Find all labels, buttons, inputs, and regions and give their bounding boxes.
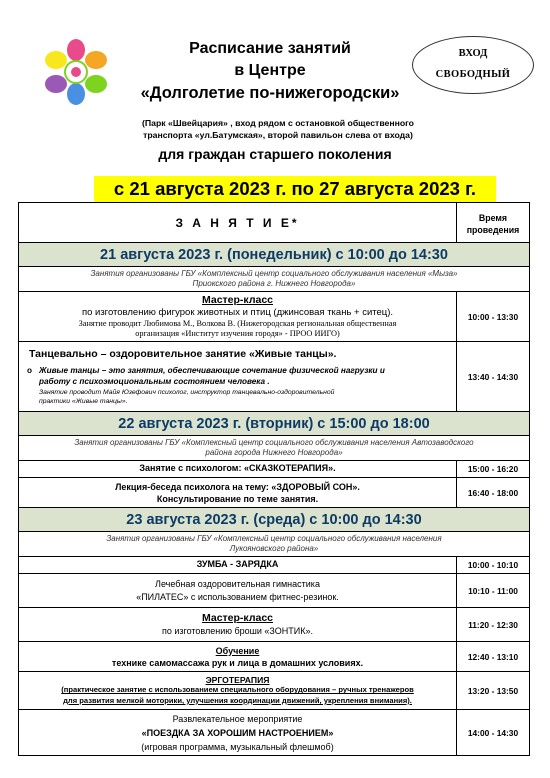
schedule-row: [19, 710, 530, 756]
activity-cell: [19, 608, 457, 642]
time-cell: 10:10 - 11:00: [457, 574, 530, 608]
audience-subtitle: для граждан старшего поколения: [158, 146, 392, 162]
time-header-line-1: Время: [478, 212, 508, 223]
table-header-row: [19, 203, 530, 243]
activity-cell: [19, 574, 457, 608]
activity-title: ЭРГОТЕРАПИЯ: [205, 674, 270, 685]
location-line-1: (Парк «Швейцария» , вход рядом с остановкой общественного: [142, 118, 414, 128]
time-cell: 11:20 - 12:30: [457, 608, 530, 642]
activity-title: Танцевально – оздоровительное занятие «Живые танцы».: [29, 348, 337, 360]
organizer-note: [19, 436, 530, 461]
activity-cell: [19, 672, 457, 710]
activity-description: (практическое занятие с использованием специального оборудования – ручных тренажеров: [61, 685, 414, 695]
activity-title: Лекция-беседа психолога на тему: «ЗДОРОВЫЙ СОН».: [115, 481, 360, 492]
organizer-note: [19, 532, 530, 557]
schedule-row: [19, 478, 530, 508]
stamp-line-1: ВХОД: [458, 48, 488, 59]
activity-title: Лечебная оздоровительная гимнастика: [155, 578, 320, 589]
activity-cell: [19, 342, 457, 412]
schedule-row: [19, 672, 530, 710]
day-heading: 23 августа 2023 г. (среда) с 10:00 до 14:30: [19, 508, 530, 532]
page-title: [120, 38, 420, 105]
organizer-line: Приокского района г. Нижнего Новгорода»: [192, 279, 356, 288]
day-heading-row: [19, 508, 530, 532]
title-line-2: в Центре: [234, 62, 306, 79]
time-header-line-2: проведения: [466, 224, 520, 235]
activity-cell: [19, 710, 457, 756]
schedule-row: [19, 557, 530, 574]
organizer-note: [19, 267, 530, 292]
schedule-row: [19, 574, 530, 608]
activity-title: Обучение: [215, 645, 260, 656]
activity-title: Мастер-класс: [201, 611, 274, 624]
day-heading: 21 августа 2023 г. (понедельник) с 10:00 до 14:30: [19, 243, 530, 267]
organizer-line: района города Нижнего Новгорода»: [205, 448, 343, 457]
title-line-1: Расписание занятий: [189, 40, 351, 57]
activity-description: по изготовлению броши «ЗОНТИК».: [161, 625, 313, 636]
activity-cell: ЗУМБА - ЗАРЯДКА: [19, 557, 457, 574]
schedule-table: [18, 202, 530, 756]
location-note: [118, 117, 438, 141]
activity-note: [25, 389, 450, 406]
free-entry-stamp: [412, 36, 534, 94]
time-cell: 10:00 - 13:30: [457, 292, 530, 342]
activity-note: Занятие проводит Любимова М., Волкова В. (Нижегородская региональная общественная: [78, 319, 397, 328]
time-column-header: [457, 203, 530, 243]
activity-cell: [19, 292, 457, 342]
activity-description: технике самомассажа рук и лица в домашних условиях.: [111, 657, 364, 668]
activity-description: для развития мелкой моторики, улучшения координации движений, укрепления внимания).: [63, 695, 412, 705]
time-cell: 12:40 - 13:10: [457, 642, 530, 672]
activity-cell: [19, 478, 457, 508]
organizer-row: [19, 532, 530, 557]
activity-description: (игровая программа, музыкальный флешмоб): [141, 741, 334, 752]
time-cell: 13:40 - 14:30: [457, 342, 530, 412]
activity-description: Консультирование по теме занятия.: [156, 493, 319, 504]
bullet-line: работу с психоэмоциональным состоянием человека .: [39, 377, 270, 386]
note-line: практики «Живые танцы».: [39, 397, 128, 405]
organizer-line: Занятия организованы ГБУ «Комплексный центр социального обслуживания населения Автозаводского: [74, 438, 474, 447]
stamp-line-2: СВОБОДНЫЙ: [435, 69, 511, 80]
activity-cell: Занятие с психологом: «СКАЗКОТЕРАПИЯ».: [19, 461, 457, 478]
schedule-row: [19, 292, 530, 342]
time-cell: 10:00 - 10:10: [457, 557, 530, 574]
bullet-line: o Живые танцы – это занятия, обеспечивающие сочетание физической нагрузки и: [39, 366, 385, 375]
activity-cell: [19, 642, 457, 672]
organizer-row: [19, 436, 530, 461]
schedule-row: [19, 461, 530, 478]
schedule-row: [19, 608, 530, 642]
schedule-row: [19, 642, 530, 672]
activity-description: «ПОЕЗДКА ЗА ХОРОШИМ НАСТРОЕНИЕМ»: [141, 727, 334, 738]
time-cell: 16:40 - 18:00: [457, 478, 530, 508]
schedule-row: [19, 342, 530, 412]
activity-note: организация «Институт изучения городя» - ПРОО ИИГО): [135, 329, 340, 338]
activity-description: «ПИЛАТЕС» с использованием фитнес-резинок.: [136, 591, 339, 602]
activity-title: Мастер-класс: [201, 294, 274, 306]
title-line-3: «Долголетие по-нижегородски»: [140, 84, 400, 102]
time-cell: 14:00 - 14:30: [457, 710, 530, 756]
organizer-line: Лукояновского района»: [229, 544, 319, 553]
organizer-line: Занятия организованы ГБУ «Комплексный центр социального обслуживания населения: [106, 534, 442, 543]
day-heading: 22 августа 2023 г. (вторник) с 15:00 до 18:00: [19, 412, 530, 436]
day-heading-row: [19, 243, 530, 267]
location-line-2: транспорта «ул.Батумская», второй павильон слева от входа): [143, 130, 413, 140]
organizer-row: [19, 267, 530, 292]
time-cell: 13:20 - 13:50: [457, 672, 530, 710]
date-range-banner: с 21 августа 2023 г. по 27 августа 2023 г.: [94, 176, 496, 202]
time-cell: 15:00 - 16:20: [457, 461, 530, 478]
activity-title: Развлекательное мероприятие: [172, 713, 303, 724]
activity-description: по изготовлению фигурок животных и птиц (джинсовая ткань + ситец).: [81, 307, 394, 318]
day-heading-row: [19, 412, 530, 436]
activity-bullet: [25, 365, 450, 387]
organizer-line: Занятия организованы ГБУ «Комплексный центр социального обслуживания населения «Мыза»: [90, 269, 458, 278]
activity-column-header: З А Н Я Т И Е*: [19, 203, 457, 243]
flower-logo-icon: [36, 38, 116, 106]
note-line: Занятие проводит Майя Юзефович психолог, инструктор танцевально-оздоровительной: [39, 389, 335, 396]
